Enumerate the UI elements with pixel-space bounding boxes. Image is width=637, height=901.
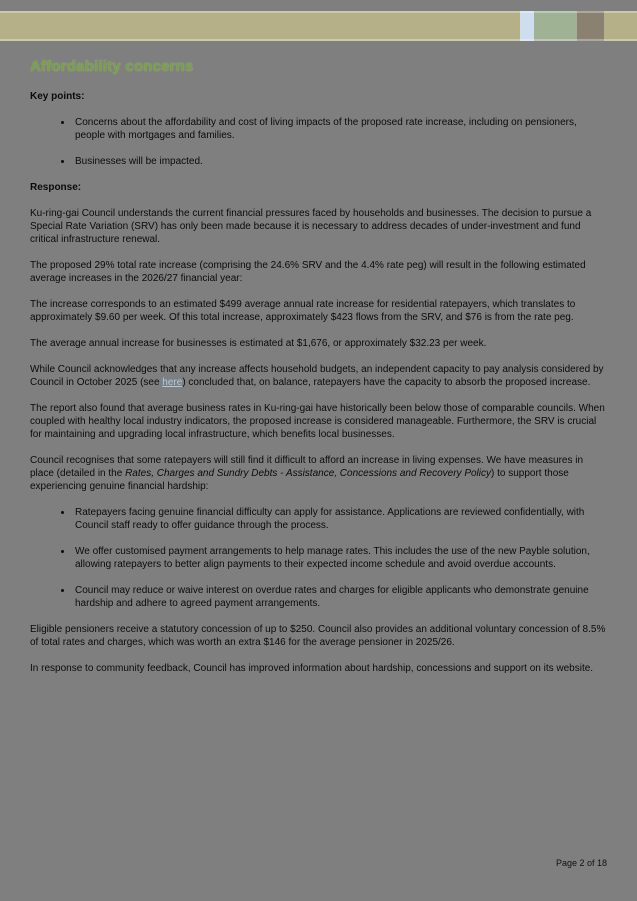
header-bar-highlight-top <box>0 11 637 13</box>
paragraph-council-understands: Ku-ring-gai Council understands the current financial pressures faced by households and businesses. The decision to pursue a Special Rate Variation (SRV) has only been made because it is necessary to address decades of under-investment and fund critical infrastructure renewal. <box>30 208 592 245</box>
list-item: • We offer customised payment arrangements to help manage rates. This includes the use of the new Payble solution, allowing ratepayers to better align payments to their expected income schedule and avoid overdue accounts. <box>73 545 607 571</box>
page-title: Affordability concerns <box>30 58 194 75</box>
paragraph-business-rates-report: The report also found that average business rates in Ku-ring-gai have historically been below those of comparable councils. When coupled with healthy local industry indicators, the proposed increase is considered manageable. Furthermore, the SRV is crucial for maintaining and upgrading local infrastructure, which benefits local businesses. <box>30 403 605 440</box>
paragraph-text: ) concluded that, on balance, ratepayers have the capacity to absorb the proposed increase. <box>182 377 591 388</box>
paragraph-business-increase: The average annual increase for businesses is estimated at $1,676, or approximately $32.23 per week. <box>30 338 487 349</box>
paragraph-residential-increase: The increase corresponds to an estimated $499 average annual rate increase for residential ratepayers, which translates to approximately $9.60 per week. Of this total increase, approximately $423 flows from the SRV, and $76 is from the rate peg. <box>30 299 576 323</box>
header-bar-highlight-bottom <box>0 39 637 41</box>
page-number: Page 2 of 18 <box>555 858 607 868</box>
header-accent-blue <box>520 11 534 41</box>
key-points-list <box>30 116 607 168</box>
document-body <box>30 58 607 688</box>
paragraph-capacity-to-pay <box>30 363 607 389</box>
paragraph-pensioner-concession: Eligible pensioners receive a statutory concession of up to $250. Council also provides an additional voluntary concession of 8.5% of total rates and charges, which was worth an extra $146 for the average pensioner in 2025/26. <box>30 624 606 648</box>
key-points-heading: Key points: <box>30 91 85 102</box>
header-accent-bar <box>0 11 637 41</box>
list-item: • Council may reduce or waive interest on overdue rates and charges for eligible applicants who demonstrate genuine hardship and adhere to agreed payment arrangements. <box>73 584 607 610</box>
list-item: • Concerns about the affordability and cost of living impacts of the proposed rate increase, including on pensioners, people with mortgages and families. <box>73 116 607 142</box>
paragraph-text: Council recognises that some ratepayers will still find it difficult to afford an increase in living expenses. We have measures in place (detailed in the <box>30 455 584 479</box>
paragraph-website-info: In response to community feedback, Council has improved information about hardship, concessions and support on its website. <box>30 663 594 674</box>
list-item: • Ratepayers facing genuine financial difficulty can apply for assistance. Applications are reviewed confidentially, with Council staff ready to offer guidance through the process. <box>73 506 607 532</box>
capacity-analysis-link[interactable]: here <box>162 377 183 388</box>
paragraph-proposed-increase: The proposed 29% total rate increase (comprising the 24.6% SRV and the 4.4% rate peg) will result in the following estimated average increases in the 2026/27 financial year: <box>30 260 586 284</box>
list-item: • Businesses will be impacted. <box>73 155 607 168</box>
response-heading: Response: <box>30 182 82 193</box>
policy-name: Rates, Charges and Sundry Debts - Assistance, Concessions and Recovery Policy <box>125 468 491 479</box>
paragraph-text: ) to support those experiencing genuine financial hardship: <box>30 468 569 492</box>
paragraph-hardship-measures <box>30 454 607 493</box>
paragraph-text: While Council acknowledges that any increase affects household budgets, an independent capacity to pay analysis considered by Council in October 2025 (see <box>30 364 604 388</box>
header-accent-sage <box>534 11 577 41</box>
hardship-measures-list <box>30 506 607 610</box>
header-accent-taupe <box>577 11 604 41</box>
